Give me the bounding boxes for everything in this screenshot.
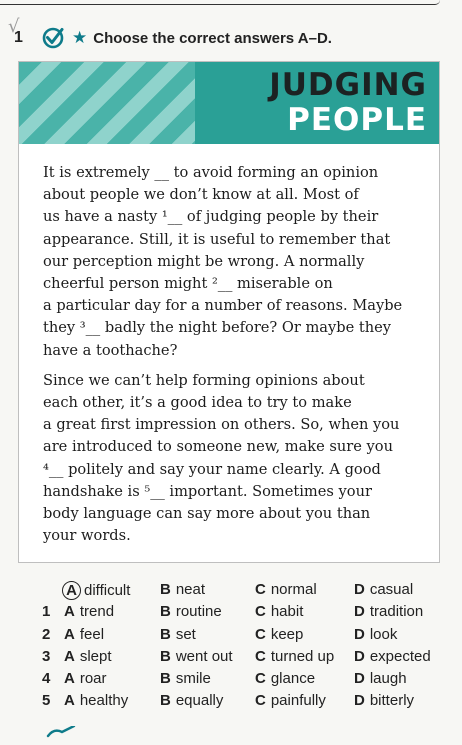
- question-number: 4: [42, 670, 51, 688]
- answer-option-c[interactable]: [255, 692, 326, 709]
- answer-row: [42, 626, 447, 648]
- option-word: normal: [270, 581, 317, 598]
- passage-line: ⁴__ politely and say your name clearly. A good: [43, 460, 381, 478]
- option-letter: A: [64, 692, 75, 710]
- option-letter: D: [354, 647, 365, 665]
- answer-option-b[interactable]: [160, 626, 196, 643]
- answer-option-d[interactable]: [354, 603, 423, 620]
- option-word: painfully: [270, 692, 326, 710]
- top-border-rule: [0, 0, 440, 5]
- option-word: habit: [270, 603, 304, 621]
- option-word: equally: [175, 692, 224, 710]
- option-letter: B: [160, 625, 171, 643]
- pen-tick-mark: √: [8, 16, 20, 37]
- exercise-number: 1: [14, 29, 23, 46]
- exercise-instruction: Choose the correct answers A–D.: [93, 29, 332, 47]
- answer-option-c[interactable]: [255, 626, 303, 643]
- option-word: turned up: [270, 647, 335, 665]
- option-letter: B: [160, 647, 171, 665]
- option-word: bitterly: [369, 692, 415, 710]
- article-title-line1: JUDGING: [269, 67, 427, 103]
- answer-row: [42, 648, 447, 670]
- option-letter: B: [160, 670, 171, 688]
- passage-line: about people we don’t know at all. Most of: [43, 186, 359, 204]
- option-word: feel: [79, 625, 105, 643]
- answer-row: [42, 603, 447, 625]
- answer-option-a[interactable]: [64, 626, 104, 643]
- option-word: routine: [175, 603, 222, 621]
- option-word: difficult: [84, 582, 131, 599]
- passage-line: cheerful person might ²__ miserable on: [43, 275, 333, 293]
- passage-line: are introduced to someone new, make sure you: [43, 438, 393, 456]
- option-letter: B: [160, 603, 171, 621]
- answer-option-a[interactable]: [64, 692, 128, 709]
- option-letter: A: [64, 603, 75, 621]
- option-letter: D: [354, 603, 365, 621]
- passage-line: have a toothache?: [43, 341, 178, 359]
- option-word: went out: [175, 647, 233, 665]
- passage-line: us have a nasty ¹__ of judging people by their: [43, 208, 379, 226]
- answer-option-d[interactable]: [354, 670, 407, 687]
- option-letter: C: [255, 670, 266, 688]
- answer-option-b[interactable]: [160, 581, 205, 598]
- option-word: trend: [79, 603, 115, 621]
- article-banner: [19, 62, 439, 144]
- answer-option-c[interactable]: [255, 648, 334, 665]
- answer-option-c[interactable]: [255, 670, 315, 687]
- question-number: 3: [42, 647, 51, 665]
- option-letter: A: [64, 647, 75, 665]
- option-letter: B: [160, 692, 171, 710]
- question-number: 5: [42, 692, 51, 710]
- article-title-line2: PEOPLE: [287, 102, 427, 138]
- passage-line: a great first impression on others. So, when you: [43, 416, 400, 434]
- passage-line: Since we can’t help forming opinions about: [43, 371, 365, 389]
- option-word: slept: [79, 647, 112, 665]
- answer-option-d[interactable]: [354, 581, 413, 598]
- answer-row: [42, 692, 447, 714]
- option-word: neat: [175, 581, 206, 598]
- option-letter: C: [255, 692, 266, 710]
- passage-line: each other, it’s a good idea to try to make: [43, 394, 352, 412]
- option-word: smile: [175, 670, 211, 688]
- article-box: [18, 61, 440, 563]
- option-word: expected: [369, 647, 431, 665]
- answer-option-a[interactable]: [64, 581, 130, 600]
- question-number: 2: [42, 625, 51, 643]
- option-letter: C: [255, 603, 266, 621]
- check-circle-icon: [42, 27, 64, 49]
- option-letter: C: [255, 647, 266, 665]
- option-letter: D: [354, 581, 365, 598]
- circled-option-letter: A: [62, 581, 81, 600]
- option-word: look: [369, 625, 398, 643]
- answer-option-b[interactable]: [160, 603, 222, 620]
- passage-paragraph: [43, 370, 423, 548]
- option-letter: D: [354, 670, 365, 688]
- option-letter: D: [354, 625, 365, 643]
- answer-option-c[interactable]: [255, 581, 317, 598]
- option-letter: A: [64, 625, 75, 643]
- answer-option-d[interactable]: [354, 626, 397, 643]
- answer-option-d[interactable]: [354, 648, 431, 665]
- option-letter: B: [160, 581, 171, 598]
- option-letter: C: [255, 581, 266, 598]
- article-passage: [43, 162, 423, 547]
- answer-options-list: [42, 581, 447, 715]
- option-word: laugh: [369, 670, 407, 688]
- next-exercise-check-icon: [46, 726, 76, 740]
- passage-line: a particular day for a number of reasons. Maybe: [43, 297, 403, 315]
- option-word: glance: [270, 670, 316, 688]
- answer-option-a[interactable]: [64, 603, 114, 620]
- answer-option-a[interactable]: [64, 670, 107, 687]
- option-letter: C: [255, 625, 266, 643]
- question-number: 1: [42, 603, 51, 621]
- passage-line: they ³__ badly the night before? Or maybe they: [43, 319, 392, 337]
- passage-line: our perception might be wrong. A normally: [43, 252, 365, 270]
- passage-line: your words.: [43, 527, 131, 545]
- answer-option-d[interactable]: [354, 692, 414, 709]
- option-letter: A: [64, 670, 75, 688]
- option-word: keep: [270, 625, 304, 643]
- option-word: healthy: [79, 692, 129, 710]
- answer-row: [42, 581, 447, 603]
- answer-option-a[interactable]: [64, 648, 112, 665]
- answer-option-b[interactable]: [160, 692, 223, 709]
- passage-line: appearance. Still, it is useful to remember that: [43, 230, 391, 248]
- option-word: roar: [79, 670, 107, 688]
- option-word: tradition: [369, 603, 424, 621]
- answer-option-b[interactable]: [160, 648, 233, 665]
- passage-line: body language can say more about you than: [43, 505, 371, 523]
- star-icon: ★: [72, 28, 88, 48]
- answer-row: [42, 670, 447, 692]
- option-word: casual: [369, 581, 414, 598]
- option-word: set: [175, 625, 196, 643]
- answer-option-c[interactable]: [255, 603, 303, 620]
- answer-option-b[interactable]: [160, 670, 211, 687]
- passage-paragraph: [43, 162, 423, 362]
- option-letter: D: [354, 692, 365, 710]
- passage-line: It is extremely __ to avoid forming an opinion: [43, 164, 379, 181]
- exercise-header: [14, 24, 332, 52]
- passage-line: handshake is ⁵__ important. Sometimes your: [43, 482, 372, 500]
